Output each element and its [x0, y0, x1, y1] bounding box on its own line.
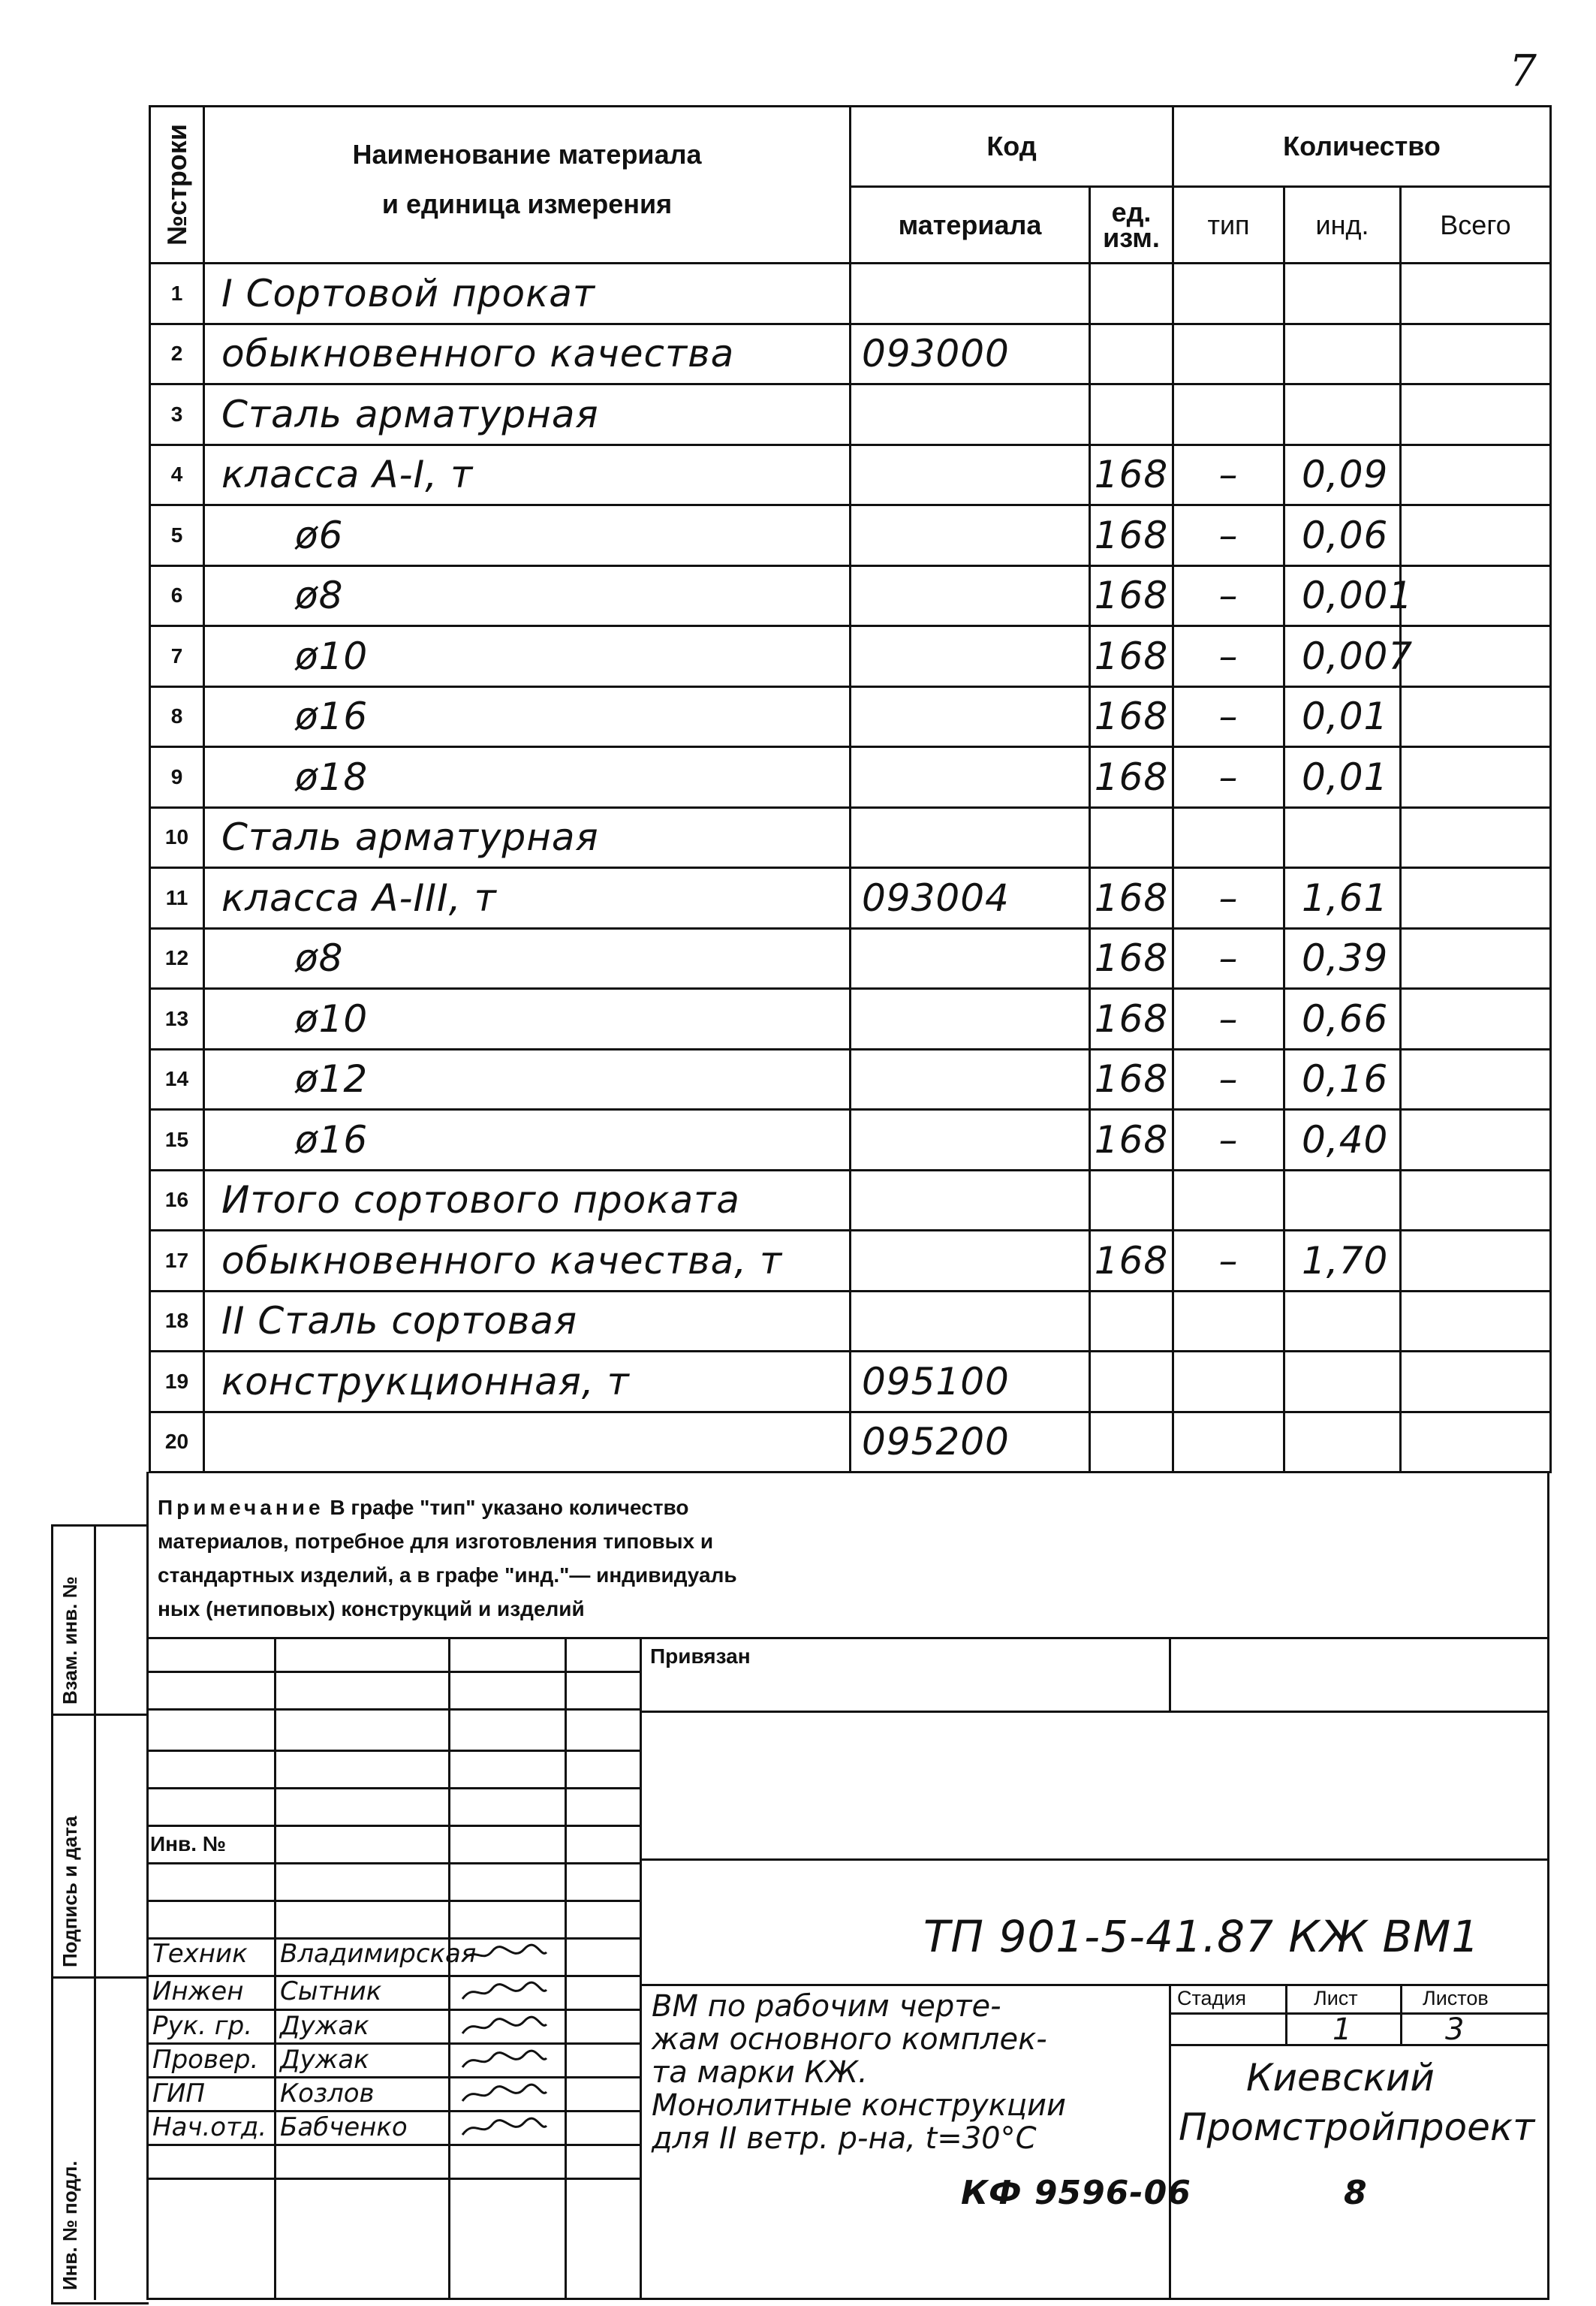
table-row [150, 1291, 1551, 1352]
row-unit [1090, 1291, 1173, 1352]
row-number: 11 [150, 868, 204, 929]
row-number: 1 [150, 264, 204, 324]
row-ind [1284, 1352, 1401, 1412]
row-ind: 0,01 [1284, 686, 1401, 747]
row-number: 15 [150, 1110, 204, 1171]
row-name: I Сортовой прокат [204, 264, 851, 324]
staff-name: Дужак [280, 2045, 369, 2075]
row-code [851, 1049, 1090, 1110]
stage-label: Стадия [1177, 1987, 1247, 2009]
row-code: 095200 [851, 1412, 1090, 1473]
header-total: Всего [1401, 187, 1551, 264]
row-unit [1090, 384, 1173, 445]
sheet-value: 1 [1333, 2012, 1352, 2047]
row-unit [1090, 1412, 1173, 1473]
staff-name: Владимирская [280, 1939, 477, 1969]
inv-no-label: Инв. № [150, 1832, 227, 1855]
row-code [851, 264, 1090, 324]
row-type: – [1173, 747, 1284, 808]
row-code [851, 505, 1090, 566]
row-code [851, 445, 1090, 505]
row-unit: 168 [1090, 1231, 1173, 1292]
row-total [1401, 989, 1551, 1050]
row-ind: 0,06 [1284, 505, 1401, 566]
row-total [1401, 807, 1551, 868]
row-number: 7 [150, 626, 204, 687]
row-number: 8 [150, 686, 204, 747]
row-number: 14 [150, 1049, 204, 1110]
row-total [1401, 384, 1551, 445]
row-number: 6 [150, 565, 204, 626]
row-unit: 168 [1090, 505, 1173, 566]
row-total [1401, 1049, 1551, 1110]
table-row [150, 747, 1551, 808]
table-row [150, 989, 1551, 1050]
row-unit: 168 [1090, 747, 1173, 808]
row-name: обыкновенного качества [204, 324, 851, 384]
row-number: 2 [150, 324, 204, 384]
row-total [1401, 505, 1551, 566]
row-name: Сталь арматурная [204, 384, 851, 445]
row-name: II Сталь сортовая [204, 1291, 851, 1352]
row-ind [1284, 807, 1401, 868]
staff-role: Рук. гр. [152, 2011, 253, 2041]
table-row [150, 686, 1551, 747]
table-row [150, 565, 1551, 626]
staff-role: Провер. [152, 2045, 259, 2075]
row-total [1401, 1231, 1551, 1292]
row-code: 095100 [851, 1352, 1090, 1412]
side-label-vzam: Взам. инв. № [59, 1576, 81, 1705]
row-ind [1284, 1412, 1401, 1473]
row-type: – [1173, 445, 1284, 505]
row-type: – [1173, 1231, 1284, 1292]
row-name: ø12 [204, 1049, 851, 1110]
table-row [150, 505, 1551, 566]
row-total [1401, 928, 1551, 989]
row-type: – [1173, 686, 1284, 747]
row-code [851, 807, 1090, 868]
row-type [1173, 1352, 1284, 1412]
staff-name: Козлов [280, 2078, 375, 2109]
row-number: 5 [150, 505, 204, 566]
row-ind: 0,16 [1284, 1049, 1401, 1110]
row-unit: 168 [1090, 868, 1173, 929]
row-number: 18 [150, 1291, 204, 1352]
header-material: материала [851, 187, 1090, 264]
document-code: ТП 901-5-41.87 КЖ ВМ1 [923, 1911, 1480, 1962]
sheets-label: Листов [1423, 1987, 1489, 2009]
row-number: 10 [150, 807, 204, 868]
row-ind: 0,66 [1284, 989, 1401, 1050]
row-unit: 168 [1090, 1049, 1173, 1110]
table-row [150, 928, 1551, 989]
row-number: 19 [150, 1352, 204, 1412]
row-ind: 1,61 [1284, 868, 1401, 929]
material-table [149, 105, 1552, 1473]
row-name: Сталь арматурная [204, 807, 851, 868]
row-total [1401, 1352, 1551, 1412]
row-unit [1090, 1170, 1173, 1231]
row-total [1401, 324, 1551, 384]
row-ind: 1,70 [1284, 1231, 1401, 1292]
description: ВМ по рабочим черте- жам основного комплек- та марки КЖ. Монолитные конструкции для II ветр. р-на, t=30°С [652, 1989, 1067, 2156]
row-ind: 0,39 [1284, 928, 1401, 989]
row-code [851, 747, 1090, 808]
row-code [851, 1170, 1090, 1231]
privyazan-label: Привязан [650, 1644, 751, 1668]
row-code: 093004 [851, 868, 1090, 929]
staff-role: Техник [152, 1939, 248, 1969]
row-ind: 0,01 [1284, 747, 1401, 808]
row-number: 20 [150, 1412, 204, 1473]
row-number: 3 [150, 384, 204, 445]
row-code: 093000 [851, 324, 1090, 384]
header-name: Наименование материала и единица измерения [204, 107, 851, 264]
row-type: – [1173, 1049, 1284, 1110]
header-code: Код [851, 107, 1173, 187]
row-name: ø16 [204, 686, 851, 747]
row-total [1401, 1110, 1551, 1171]
table-row [150, 807, 1551, 868]
row-unit: 168 [1090, 1110, 1173, 1171]
row-ind [1284, 264, 1401, 324]
table-row [150, 324, 1551, 384]
row-type: – [1173, 1110, 1284, 1171]
row-code [851, 686, 1090, 747]
header-ind: инд. [1284, 187, 1401, 264]
signature [459, 2049, 550, 2072]
table-row [150, 1352, 1551, 1412]
staff-role: Нач.отд. [152, 2112, 267, 2142]
staff-name: Дужак [280, 2011, 369, 2041]
row-code [851, 384, 1090, 445]
row-code [851, 1231, 1090, 1292]
row-unit [1090, 1352, 1173, 1412]
row-number: 17 [150, 1231, 204, 1292]
row-ind: 0,09 [1284, 445, 1401, 505]
table-row [150, 1049, 1551, 1110]
row-unit [1090, 807, 1173, 868]
note: Примечание В графе "тип" указано количество материалов, потребное для изготовления типовых и стандартных изделий, а в графе "инд."— индивидуаль ных (нетиповых) конструкций и изделий [158, 1496, 737, 1620]
row-total [1401, 264, 1551, 324]
header-row-number: №строки [150, 107, 204, 264]
row-total [1401, 868, 1551, 929]
row-number: 4 [150, 445, 204, 505]
row-unit: 168 [1090, 445, 1173, 505]
header-quantity: Количество [1173, 107, 1551, 187]
row-name: ø10 [204, 989, 851, 1050]
row-type [1173, 807, 1284, 868]
table-row [150, 1170, 1551, 1231]
row-number: 13 [150, 989, 204, 1050]
archive-code: КФ 9596-06 [961, 2174, 1191, 2212]
row-code [851, 1110, 1090, 1171]
org-line2: Промстройпроект [1179, 2106, 1535, 2149]
row-unit: 168 [1090, 565, 1173, 626]
row-name: Итого сортового проката [204, 1170, 851, 1231]
row-unit [1090, 324, 1173, 384]
row-type: – [1173, 928, 1284, 989]
row-type [1173, 324, 1284, 384]
row-type [1173, 264, 1284, 324]
row-ind [1284, 1170, 1401, 1231]
staff-role: Инжен [152, 1976, 244, 2006]
row-total [1401, 1412, 1551, 1473]
row-code [851, 989, 1090, 1050]
row-unit: 168 [1090, 989, 1173, 1050]
row-name: ø18 [204, 747, 851, 808]
side-label-inv-podl: Инв. № подл. [59, 2160, 81, 2290]
row-ind: 0,001 [1284, 565, 1401, 626]
table-row [150, 1412, 1551, 1473]
row-total [1401, 1170, 1551, 1231]
row-code [851, 1291, 1090, 1352]
row-ind [1284, 1291, 1401, 1352]
row-name: класса А-III, т [204, 868, 851, 929]
row-total [1401, 1291, 1551, 1352]
table-row [150, 445, 1551, 505]
row-ind [1284, 324, 1401, 384]
row-name [204, 1412, 851, 1473]
row-unit: 168 [1090, 928, 1173, 989]
table-row [150, 626, 1551, 687]
signature [459, 2015, 550, 2038]
staff-name: Сытник [280, 1976, 382, 2006]
side-label-podpis: Подпись и дата [59, 1816, 81, 1967]
row-unit: 168 [1090, 686, 1173, 747]
sheets-value: 3 [1445, 2012, 1465, 2047]
row-code [851, 626, 1090, 687]
row-total [1401, 686, 1551, 747]
row-number: 12 [150, 928, 204, 989]
row-ind: 0,007 [1284, 626, 1401, 687]
row-type [1173, 1170, 1284, 1231]
row-code [851, 565, 1090, 626]
header-unit: ед. изм. [1090, 187, 1173, 264]
staff-role: ГИП [152, 2078, 205, 2109]
row-total [1401, 445, 1551, 505]
row-ind [1284, 384, 1401, 445]
table-row [150, 384, 1551, 445]
row-total [1401, 565, 1551, 626]
row-type: – [1173, 565, 1284, 626]
row-name: ø8 [204, 928, 851, 989]
row-name: ø16 [204, 1110, 851, 1171]
signature [459, 1943, 550, 1966]
row-code [851, 928, 1090, 989]
row-name: ø10 [204, 626, 851, 687]
row-type: – [1173, 505, 1284, 566]
page-number: 7 [1509, 45, 1537, 96]
row-type [1173, 1291, 1284, 1352]
staff-name: Бабченко [280, 2112, 408, 2142]
row-type: – [1173, 868, 1284, 929]
table-row [150, 1110, 1551, 1171]
row-type: – [1173, 989, 1284, 1050]
row-name: класса А-I, т [204, 445, 851, 505]
header-type: тип [1173, 187, 1284, 264]
row-name: ø8 [204, 565, 851, 626]
row-type [1173, 1412, 1284, 1473]
table-row [150, 264, 1551, 324]
row-ind: 0,40 [1284, 1110, 1401, 1171]
row-name: обыкновенного качества, т [204, 1231, 851, 1292]
row-number: 9 [150, 747, 204, 808]
row-type [1173, 384, 1284, 445]
org-line1: Киевский [1246, 2056, 1435, 2100]
row-name: ø6 [204, 505, 851, 566]
row-unit: 168 [1090, 626, 1173, 687]
table-row [150, 868, 1551, 929]
row-number: 16 [150, 1170, 204, 1231]
archive-page: 8 [1344, 2174, 1368, 2212]
table-row [150, 1231, 1551, 1292]
signature [459, 2083, 550, 2106]
sheet-label: Лист [1314, 1987, 1358, 2009]
row-total [1401, 626, 1551, 687]
row-unit [1090, 264, 1173, 324]
row-total [1401, 747, 1551, 808]
row-name: конструкционная, т [204, 1352, 851, 1412]
signature [459, 2117, 550, 2139]
row-type: – [1173, 626, 1284, 687]
signature [459, 1981, 550, 2003]
